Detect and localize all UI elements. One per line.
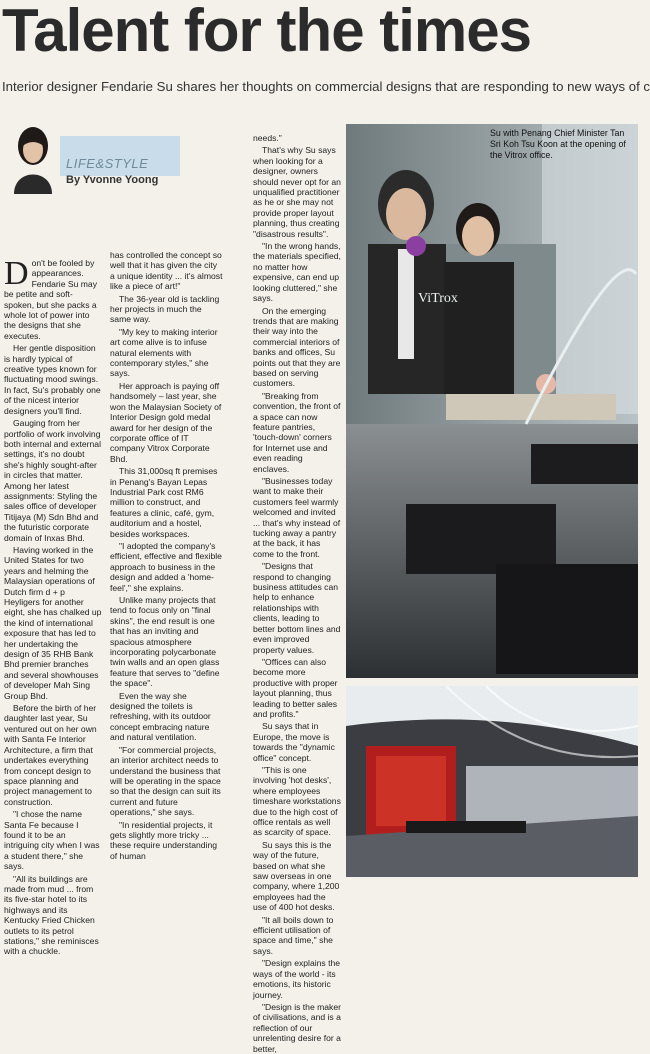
paragraph: "In residential projects, it gets slightly more tricky ... these require understanding of human bbox=[110, 819, 218, 861]
wall-sign: ViTrox bbox=[418, 291, 458, 306]
office-interior-image bbox=[346, 124, 638, 678]
paragraph: "Designs that respond to changing business attitudes can help to enhance relationships with clients, leading to better bottom lines and even improved property values. bbox=[253, 561, 341, 655]
standfirst: Interior designer Fendarie Su shares her thoughts on commercial designs that are responding to new ways of c bbox=[2, 79, 650, 94]
paragraph: On the emerging trends that are making their way into the commercial interiors of banks and offices, Su points out that they are based on serving customers. bbox=[253, 305, 341, 389]
section-label: LIFE&STYLE bbox=[66, 156, 149, 171]
paragraph: Gauging from her portfolio of work involving both internal and external settings, it's no doubt she's highly sought-after in circles that matter. Among her latest assignments: Styling the sales office of developer Titijaya (M) Sdn Bhd and the futuristic corporate domain of Inxas Bhd. bbox=[4, 418, 101, 543]
paragraph: "All its buildings are made from mud ... from its five-star hotel to its highways and its Kentucky Fried Chicken outlets to its petrol stations," she reminisces with a chuckle. bbox=[4, 873, 99, 957]
paragraph: Unlike many projects that tend to focus only on "final skins", the end result is one that has an inviting and spacious atmosphere incorporating polycarbonate twin walls and an open glass feature that serves to "define the space". bbox=[110, 595, 220, 689]
paragraph: "In the wrong hands, the materials specified, no matter how expensive, can end up looking cluttered," she says. bbox=[253, 241, 341, 304]
interior-render-photo bbox=[346, 686, 638, 877]
paragraph: This 31,000sq ft premises in Penang's Bayan Lepas Industrial Park cost RM6 million to construct, and features a clinic, café, gym, auditorium and a hostel, besides workspaces. bbox=[110, 466, 218, 539]
byline-box bbox=[6, 118, 180, 196]
drop-cap: D bbox=[4, 255, 29, 292]
paragraph: "For commercial projects, an interior architect needs to understand the business that will be operating in the space so that the design can suit its current and future operations," she says. bbox=[110, 744, 221, 818]
paragraph: Su says this is the way of the future, based on what she saw overseas in one company, where 1,200 employees had the use of 400 hot desks. bbox=[253, 839, 340, 913]
text-column-3 bbox=[253, 133, 341, 1054]
paragraph: "Design is the maker of civilisations, and is a reflection of our unrelenting desire for a better, bbox=[253, 1001, 341, 1054]
paragraph: "Design explains the ways of the world - its emotions, its historic journey. bbox=[253, 958, 341, 1000]
lobby-render-image bbox=[346, 686, 638, 877]
author-photo bbox=[6, 118, 60, 194]
paragraph: "This is one involving 'hot desks', where employees timeshare workstations due to the high cost of office rentals as well as scarcity of space. bbox=[253, 764, 341, 838]
lead-paragraph: Don't be fooled by appearances. Fendarie Su may be petite and soft-spoken, but she packs a whole lot of power into the designs that she executes. bbox=[4, 255, 98, 341]
paragraph: needs." bbox=[253, 133, 282, 143]
paragraph: "It all boils down to efficient utilisation of space and time," she says. bbox=[253, 914, 334, 956]
author-byline: By Yvonne Yoong bbox=[66, 174, 159, 186]
paragraph: Even the way she designed the toilets is refreshing, with its outdoor concept embracing nature and natural ventilation. bbox=[110, 690, 211, 743]
paragraph: "Businesses today want to make their customers feel warmly welcomed and invited ... that's why instead of tucking away a pantry at the back, it has come to the front. bbox=[253, 476, 341, 559]
photo-caption: Su with Penang Chief Minister Tan Sri Koh Tsu Koon at the opening of the Vitrox office. bbox=[490, 128, 626, 160]
paragraph: "I adopted the company's efficient, effective and flexible approach to business in the design and added a 'home-feel'," she explains. bbox=[110, 540, 222, 593]
paragraph: Su says that in Europe, the move is towards the "dynamic office" concept. bbox=[253, 721, 335, 763]
headline: Talent for the times bbox=[2, 0, 531, 64]
paragraph: Her approach is paying off handsomely – last year, she won the Malaysian Society of Interior Design gold medal award for her design of the corporate office of IT company Vitrox Corporate Bhd. bbox=[110, 380, 222, 464]
text-column-1 bbox=[4, 255, 102, 957]
paragraph: Her gentle disposition is hardly typical of creative types known for fluctuating mood swings. In fact, Su's probably one of the nicest interior designers you'll find. bbox=[4, 343, 101, 416]
paragraph: The 36-year old is tackling her projects in much the same way. bbox=[110, 293, 220, 325]
paragraph: "Breaking from convention, the front of a space can now feature pantries, 'touch-down' corners for Internet use and even reading enclaves. bbox=[253, 390, 341, 474]
office-photo bbox=[346, 124, 638, 678]
paragraph: "I chose the name Santa Fe because I found it to be an intriguing city when I was a student there," she says. bbox=[4, 809, 100, 872]
paragraph: That's why Su says when looking for a designer, owners should never opt for an unqualified practitioner as he or she may not provide proper layout planning, thus creating "disastrous results". bbox=[253, 145, 341, 239]
paragraph: Having worked in the United States for two years and helming the Malaysian operations of Dutch firm d + p Heyligers for another eight, she has chalked up the kind of international exposure that has led to her undertaking the design of 35 RHB Bank Bhd premier branches and several showhouses of developer Mah Sing Group Bhd. bbox=[4, 544, 102, 701]
text-column-2 bbox=[110, 250, 224, 877]
paragraph: "My key to making interior art come alive is to infuse natural elements with contemporary styles," she says. bbox=[110, 326, 218, 379]
paragraph: Before the birth of her daughter last year, Su ventured out on her own with Santa Fe Interior Architecture, a firm that undertakes everything from concept design to space planning and project management to construction. bbox=[4, 703, 97, 807]
paragraph: has controlled the concept so well that it has given the city a unique identity ... it's almost like a piece of art!" bbox=[110, 250, 223, 292]
paragraph: "Offices can also become more productive with proper layout planning, thus leading to better sales and profits." bbox=[253, 656, 338, 719]
